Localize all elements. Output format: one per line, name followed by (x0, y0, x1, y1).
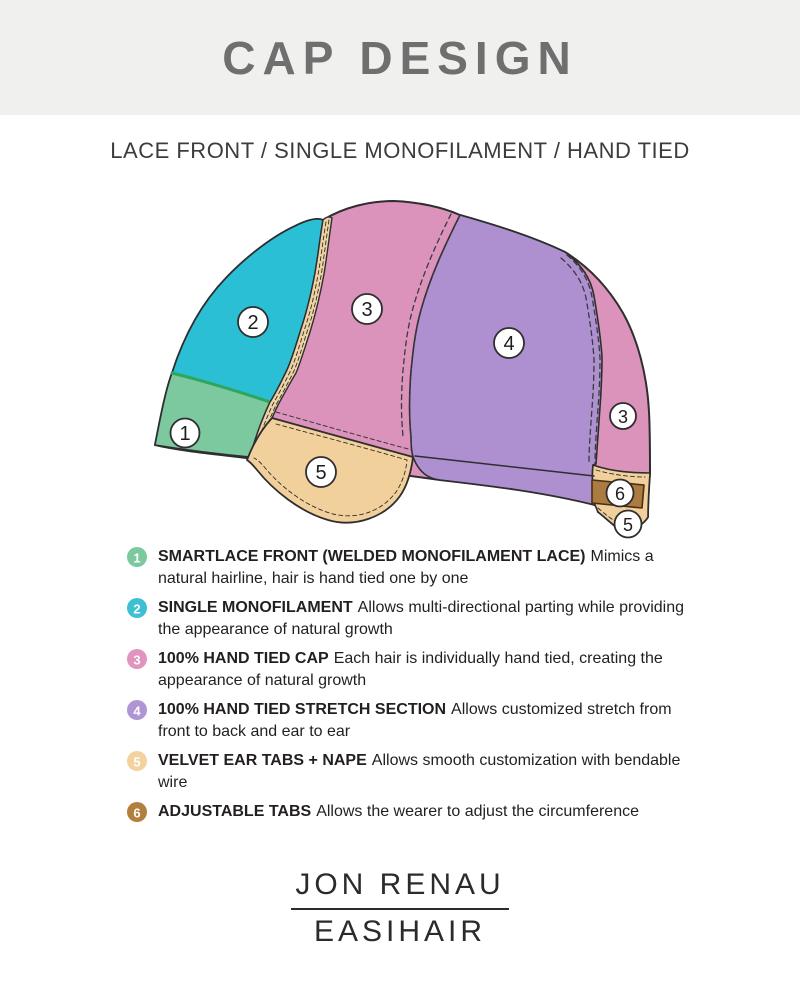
svg-text:3: 3 (361, 299, 373, 321)
legend-description: Mimics a natural hairline, hair is hand tied one by one (158, 548, 654, 587)
legend-item-velvet-ear-tabs (127, 750, 693, 794)
legend-text (158, 699, 688, 743)
page-title: CAP DESIGN (222, 31, 578, 84)
legend-description: Each hair is individually hand tied, creating the appearance of natural growth (158, 650, 663, 689)
legend-text (158, 546, 688, 590)
svg-text:5: 5 (315, 462, 327, 484)
legend-item-stretch-section (127, 699, 693, 743)
legend-badge-1 (127, 547, 147, 567)
badge-adjustable-tab (607, 480, 634, 507)
badge-hand-tied-front (352, 294, 382, 324)
legend-description: Allows customized stretch from front to back and ear to ear (158, 701, 672, 740)
legend-badge-2 (127, 598, 147, 618)
legend-badge-5 (127, 751, 147, 771)
legend-description: Allows the wearer to adjust the circumference (316, 803, 639, 820)
brand-name-jon-renau: JON RENAU (295, 868, 505, 901)
legend-text (158, 648, 688, 692)
legend-text (158, 801, 688, 823)
legend-item-smartlace (127, 546, 693, 590)
legend-badge-3 (127, 649, 147, 669)
brand-logo (0, 868, 800, 949)
legend-text (158, 750, 688, 794)
legend (127, 546, 693, 830)
legend-description: Allows multi-directional parting while providing the appearance of natural growth (158, 599, 685, 638)
legend-label: 100% HAND TIED STRETCH SECTION (158, 701, 447, 718)
svg-text:3: 3 (133, 652, 141, 668)
legend-label: ADJUSTABLE TABS (158, 803, 312, 820)
legend-label: SINGLE MONOFILAMENT (158, 599, 353, 616)
legend-description: Allows smooth customization with bendable wire (158, 752, 681, 791)
badge-single-monofilament (238, 307, 268, 337)
badge-velvet-ear-tab (306, 457, 336, 487)
legend-text (158, 597, 688, 641)
svg-text:4: 4 (133, 703, 141, 719)
legend-item-monofilament (127, 597, 693, 641)
badge-smartlace-front (171, 419, 200, 448)
legend-badge-6 (127, 802, 147, 822)
svg-text:5: 5 (133, 754, 141, 770)
svg-text:6: 6 (133, 805, 141, 821)
legend-item-adjustable-tabs (127, 801, 693, 823)
svg-text:5: 5 (622, 515, 634, 535)
header-band (0, 0, 800, 115)
brand-divider (291, 908, 509, 910)
cap-construction-subtitle: LACE FRONT / SINGLE MONOFILAMENT / HAND TIED (110, 138, 690, 163)
legend-item-hand-tied-cap (127, 648, 693, 692)
svg-text:2: 2 (133, 601, 141, 617)
legend-badge-4 (127, 700, 147, 720)
svg-text:3: 3 (617, 407, 629, 427)
legend-label: VELVET EAR TABS + NAPE (158, 752, 367, 769)
svg-text:1: 1 (179, 423, 191, 445)
cap-diagram (130, 190, 690, 550)
brand-name-easihair: EASIHAIR (313, 915, 487, 948)
badge-velvet-nape (615, 511, 642, 538)
badge-stretch-section (494, 328, 524, 358)
legend-label: SMARTLACE FRONT (WELDED MONOFILAMENT LACE) (158, 548, 586, 565)
svg-text:2: 2 (247, 312, 259, 334)
svg-text:1: 1 (133, 550, 141, 566)
svg-text:4: 4 (503, 333, 515, 355)
badge-hand-tied-back (610, 403, 636, 429)
legend-label: 100% HAND TIED CAP (158, 650, 329, 667)
svg-text:6: 6 (614, 484, 626, 504)
